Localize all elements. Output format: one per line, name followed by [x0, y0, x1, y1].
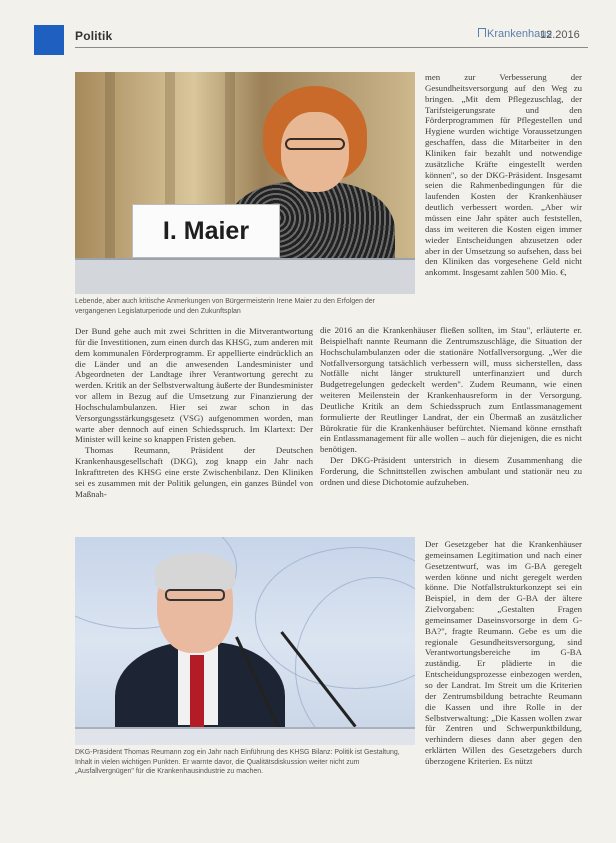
photo-speaker-maier — [75, 72, 415, 294]
text-column-right-top — [425, 72, 582, 278]
header-rule — [75, 47, 588, 48]
text-column-right-bottom — [425, 539, 582, 767]
paragraph: Thomas Reumann, Präsident der Deutschen Krankenhausgesellschaft (DKG), zog knapp ein Jahr nach Inkrafttreten des KHSG eine erste Zwischenbilanz. Den Kliniken sei es zusammen mit der Politik gelungen, ein ganzes Bündel von Maßnah- — [75, 445, 313, 499]
section-title: Politik — [75, 29, 113, 43]
magazine-logo-icon — [478, 28, 486, 37]
paragraph: men zur Verbesserung der Gesundheitsversorgung auf den Weg zu bringen. „Mit dem Pflegezuschlag, der Tarifsteigerungsrate und den Förderprogrammen für Pflegestellen und Hygiene wurden wichtige Voraussetzungen geschaffen, dass die Mitarbeiter in den Kliniken fair bezahlt und notwendige zusätzliche Kräfte eingestellt werden können", so der DKG-Präsident. Insgesamt seien die Rahmenbedingungen für die laufenden Kosten der Krankenhäuser deutlich verbessert worden. „Aber wir müssen eine Jahr später auch feststellen, dass im weiteren die Kosten eigen immer wieder Entscheidungen abzusetzen oder aber in der Umsetzung so aufsehen, dass bei den Kliniken das vorgesehene Geld nicht ankommt. Insgesamt zahlen 500 Mio. €, — [425, 72, 582, 278]
name-plate-text: I. Maier — [162, 217, 250, 245]
photo-caption: Lebende, aber auch kritische Anmerkungen von Bürgermeisterin Irene Maier zu den Erfolgen der vergangenen Legislaturperiode und den Zukunftsplan — [75, 298, 376, 315]
magazine-name: Krankenhaus — [487, 28, 552, 40]
lectern — [75, 727, 415, 745]
speaker-hair — [155, 553, 235, 591]
speaker-tie — [190, 655, 204, 727]
issue-date: 12.2016 — [540, 29, 580, 41]
text-column-left — [75, 326, 313, 500]
glasses-icon — [165, 589, 225, 601]
text-column-middle — [320, 325, 582, 488]
paragraph: die 2016 an die Krankenhäuser fließen sollten, im Stau", erläuterte er. Beispielhaft nannte Reumann die Zentrumszuschläge, die Situation der Hochschulambulanzen oder die stationäre Notfallversorgung. „Wer die Notfallversorgung tatsächlich verbessern will, muss sicherstellen, dass Notfälle nicht länger strukturell unterfinanziert und durch Budgetregelungen gedeckelt werden". Zudem Reumann, wie einen weiteren Meilenstein der Krankenhausreform in der Versorgung. Deutliche Kritik an dem Schiedsspruch zum Entlassmanagement formulierte der Reutlinger Landrat, der ein Übermaß an zusätzlicher Bürokratie für die Krankenhäuser befürchtet. Niemand könne ernsthaft ein Entlassmanagement für alle wollen – auch für diejenigen, die es nicht benötigen. — [320, 325, 582, 455]
paragraph: Der Bund gehe auch mit zwei Schritten in die Mitverantwortung für die Investitionen, zum einen durch das KHSG, zum anderen mit dem kommunalen Förderprogramm. Er appellierte eindrücklich an die Länder und an die anwesenden Landesminister und Abgeordneten der Landtage ihrer Verantwortung gerecht zu werden. Kritik an der Selbstverwaltung äußerte der Bundesminister vor allem in Bezug auf die Umsetzung zur Finanzierung der Hochschulambulanzen. Hier sei zwar schon in das Versorgungsstärkungsgesetz (VSG) aufgenommen worden, man warte aber dennoch auf einen Schiedsspruch. Im Klartext: Der Minister will keine so knappen Fristen geben. — [75, 326, 313, 445]
paragraph: Der DKG-Präsident unterstrich in diesem Zusammenhang die Forderung, die Schnittstellen zwischen ambulant und stationär neu zu ordnen und diese Dichotomie aufzuheben. — [320, 455, 582, 487]
photo-caption: DKG-Präsident Thomas Reumann zog ein Jahr nach Einführung des KHSG Bilanz: Politik ist Gestaltung, Inhalt in vielen wichtigen Punkten. Er warnte davor, die Qualitätsdiskussion weiter nicht zum „Ausfallvergnügen" für die Krankenhausindustrie zu machen. — [75, 749, 400, 775]
lectern-desk — [75, 258, 415, 294]
section-color-block — [34, 25, 64, 55]
speaker-face — [281, 112, 349, 192]
name-plate — [132, 204, 280, 258]
photo-speaker-reumann — [75, 537, 415, 745]
paragraph: Der Gesetzgeber hat die Krankenhäuser gemeinsamen Legitimation und nach einer Gesetzentwurf, was im G-BA geregelt werden könne und nicht geregelt werden könne. Die Notfallstrukturkonzept sei ein Beispiel, in dem der G-BA der ältere Zielvorgaben: „Gestalten Fragen gemeinsamer Daseinsvorsorge in dem G-BA?", fragte Reumann. Gebe es um die regionale Gesundheitsversorgung, sind Verantwortungsbereiche im G-BA zuständig. Er plädierte in die Entscheidungsprozesse einbezogen werden, so der Landrat. Im Streit um die Kriterien der Zentrumsbildung betrachte Reumann die Kassen und ihre Rolle in der Selbstverwaltung: „Die Kassen wollen zwar für Zentren und Schwerpunktbildung, verhindern dieses dann aber gegen den erklärten Willen des Gesetzgebers durch überzogene Kriterien. Es nützt — [425, 539, 582, 766]
glasses-icon — [285, 138, 345, 150]
